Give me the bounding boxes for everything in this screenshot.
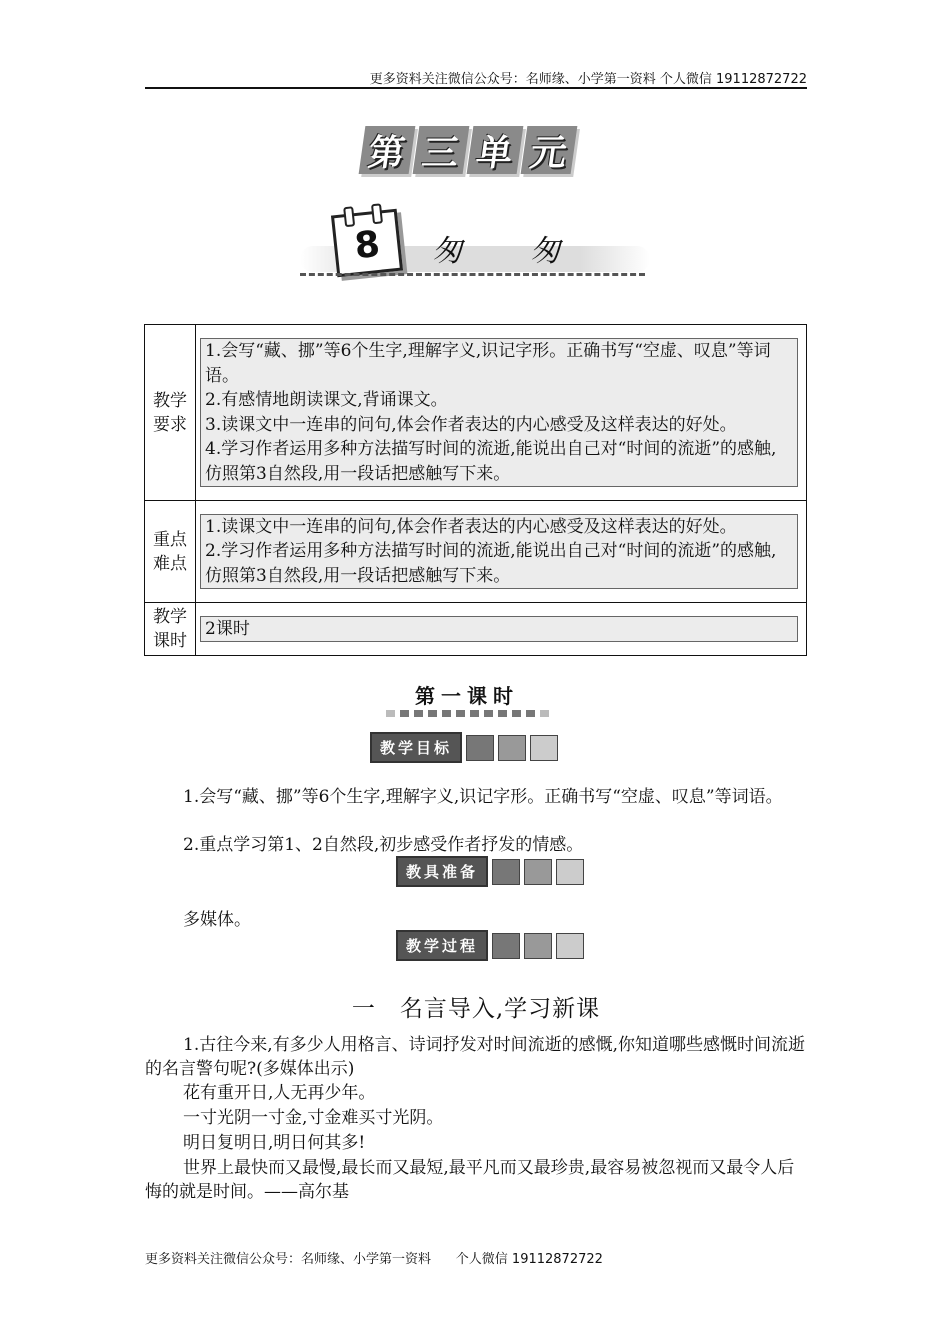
part1-heading: 一 名言导入,学习新课 (351, 996, 601, 1022)
prep-tag-label: 教具准备 (396, 856, 488, 887)
process-tag-label: 教学过程 (396, 930, 488, 961)
section-title: 第一课时 (415, 684, 519, 708)
prep-paragraph: 多媒体。 (183, 910, 251, 930)
section-dots (386, 710, 549, 717)
key-box (200, 514, 798, 590)
key-item: 2.学习作者运用多种方法描写时间的流逝,能说出自己对“时间的流逝”的感触,仿照第3自然段,用一段话把感触写下来。 (205, 541, 777, 586)
goals-tag-label: 教学目标 (370, 732, 462, 763)
calendar-icon (330, 200, 398, 268)
time-value: 2课时 (200, 616, 798, 643)
lesson-title: 匆匆 (432, 234, 628, 269)
quote-line: 花有重开日,人无再少年。 (183, 1083, 376, 1103)
prep-tag (396, 856, 584, 887)
page-footer: 更多资料关注微信公众号：名师缘、小学第一资料 个人微信 19112872722 (145, 1252, 603, 1267)
goal-item: 4.学习作者运用多种方法描写时间的流逝,能说出自己对“时间的流逝”的感触,仿照第3自然段,用一段话把感触写下来。 (205, 439, 777, 484)
key-item: 1.读课文中一连串的问句,体会作者表达的内心感受及这样表达的好处。 (205, 516, 737, 537)
title-dash-line (300, 273, 645, 276)
unit-char: 三 (413, 126, 470, 174)
goals-label: 教学要求 (145, 325, 196, 501)
page-header: 更多资料关注微信公众号：名师缘、小学第一资料 个人微信 19112872722 (369, 72, 807, 87)
lesson-number: 8 (352, 223, 382, 268)
goals-paragraph: 2.重点学习第1、2自然段,初步感受作者抒发的情感。 (183, 835, 584, 855)
quote-line: 一寸光阴一寸金,寸金难买寸光阴。 (183, 1108, 444, 1128)
header-divider (145, 87, 807, 89)
goals-tag (370, 732, 558, 763)
unit-char: 单 (467, 126, 524, 174)
goal-item: 3.读课文中一连串的问句,体会作者表达的内心感受及这样表达的好处。 (205, 414, 737, 435)
goals-box (200, 338, 798, 487)
goal-item: 2.有感情地朗读课文,背诵课文。 (205, 390, 448, 410)
time-label: 教学课时 (145, 603, 196, 656)
goal-item: 1.会写“藏、挪”等6个生字,理解字义,识记字形。正确书写“空虚、叹息”等词语。 (205, 341, 771, 386)
lesson-info-table (144, 324, 807, 656)
key-label: 重点难点 (145, 501, 196, 603)
unit-char: 元 (521, 126, 578, 174)
quote-line: 世界上最快而又最慢,最长而又最短,最平凡而又最珍贵,最容易被忽视而又最令人后悔的就是时间。——高尔基 (145, 1158, 795, 1202)
process-tag (396, 930, 584, 961)
unit-banner (362, 126, 574, 174)
quote-line: 明日复明日,明日何其多! (183, 1133, 366, 1153)
goals-paragraph: 1.会写“藏、挪”等6个生字,理解字义,识记字形。正确书写“空虚、叹息”等词语。 (183, 787, 783, 807)
unit-char: 第 (359, 126, 416, 174)
part1-intro: 1.古往今来,有多少人用格言、诗词抒发对时间流逝的感慨,你知道哪些感慨时间流逝的名言警句呢?(多媒体出示) (145, 1035, 806, 1079)
